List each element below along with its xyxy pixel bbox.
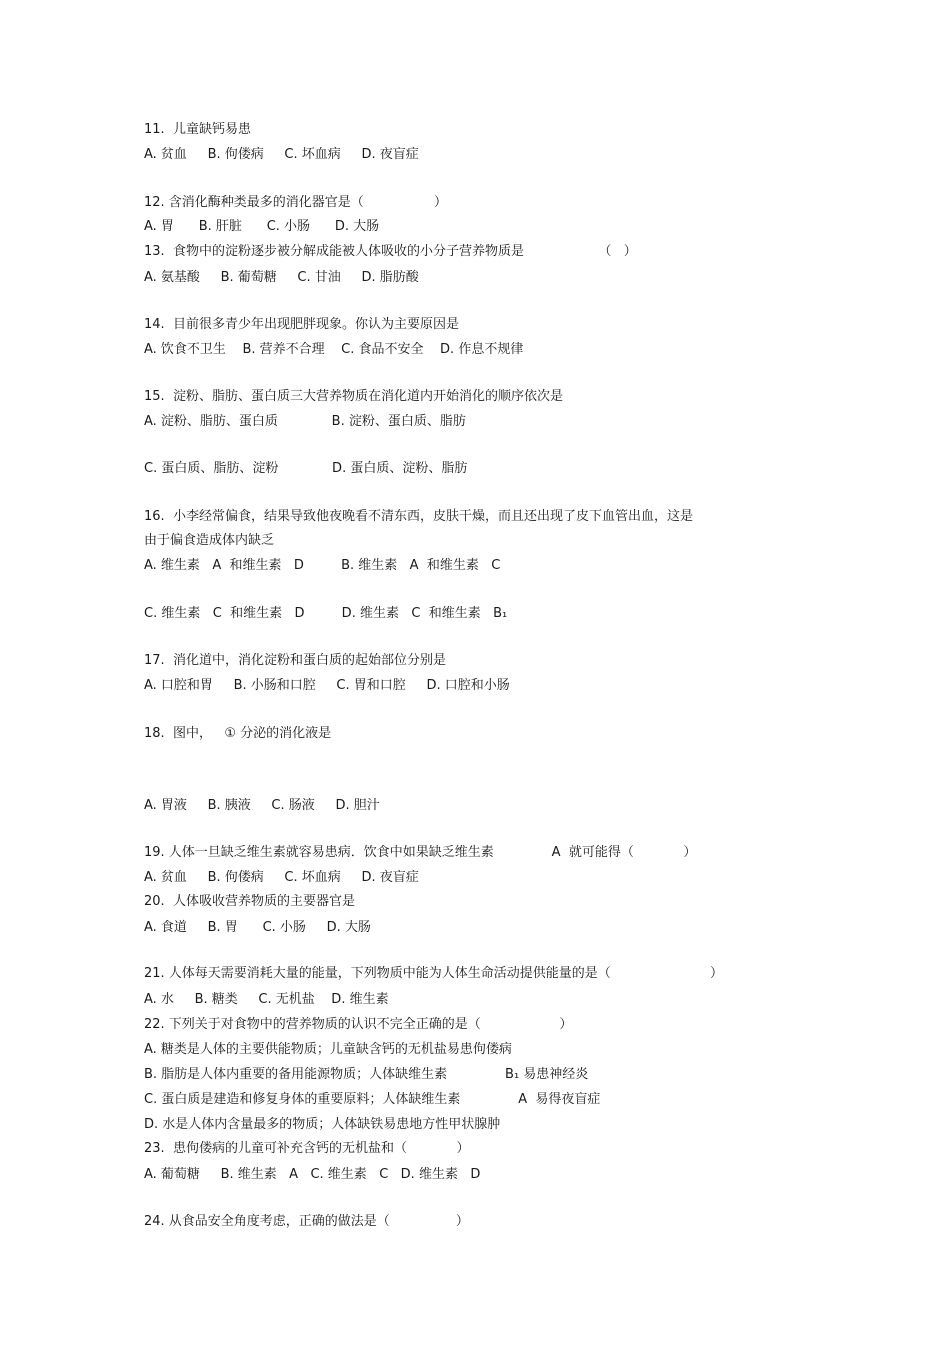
options-11: A. 贫血 B. 佝偻病 C. 坏血病 D. 夜盲症 — [144, 147, 419, 162]
option-22-d: D. 水是人体内含量最多的物质；人体缺铁易患地方性甲状腺肿 — [144, 1117, 501, 1132]
options-13: A. 氨基酸 B. 葡萄糖 C. 甘油 D. 脂肪酸 — [144, 270, 419, 285]
question-17: 17. 消化道中，消化淀粉和蛋白质的起始部位分别是 — [144, 653, 446, 668]
options-15-ab: A. 淀粉、脂肪、蛋白质 B. 淀粉、蛋白质、脂肪 — [144, 414, 466, 429]
options-21: A. 水 B. 糖类 C. 无机盐 D. 维生素 — [144, 992, 389, 1007]
options-17: A. 口腔和胃 B. 小肠和口腔 C. 胃和口腔 D. 口腔和小肠 — [144, 678, 510, 693]
options-23: A. 葡萄糖 B. 维生素 A C. 维生素 C D. 维生素 D — [144, 1167, 481, 1182]
options-15-cd: C. 蛋白质、脂肪、淀粉 D. 蛋白质、淀粉、脂肪 — [144, 461, 468, 476]
question-14: 14. 目前很多青少年出现肥胖现象。你认为主要原因是 — [144, 317, 459, 332]
question-21: 21. 人体每天需要消耗大量的能量，下列物质中能为人体生命活动提供能量的是（ ） — [144, 966, 723, 981]
options-20: A. 食道 B. 胃 C. 小肠 D. 大肠 — [144, 920, 371, 935]
option-22-b: B. 脂肪是人体内重要的备用能源物质；人体缺维生素 B₁ 易患神经炎 — [144, 1067, 589, 1082]
question-13: 13. 食物中的淀粉逐步被分解成能被人体吸收的小分子营养物质是 （ ） — [144, 244, 637, 259]
question-23: 23. 患佝偻病的儿童可补充含钙的无机盐和（ ） — [144, 1141, 470, 1156]
question-12: 12. 含消化酶种类最多的消化器官是（ ） — [144, 195, 448, 210]
question-18: 18. 图中， ① 分泌的消化液是 — [144, 726, 332, 741]
question-15: 15. 淀粉、脂肪、蛋白质三大营养物质在消化道内开始消化的顺序依次是 — [144, 389, 563, 404]
options-16-ab: A. 维生素 A 和维生素 D B. 维生素 A 和维生素 C — [144, 558, 501, 573]
options-16-cd: C. 维生素 C 和维生素 D D. 维生素 C 和维生素 B₁ — [144, 606, 508, 621]
question-16-cont: 由于偏食造成体内缺乏 — [144, 533, 275, 548]
question-11: 11. 儿童缺钙易患 — [144, 122, 251, 137]
options-14: A. 饮食不卫生 B. 营养不合理 C. 食品不安全 D. 作息不规律 — [144, 342, 524, 357]
question-16: 16. 小李经常偏食，结果导致他夜晚看不清东西，皮肤干燥，而且还出现了皮下血管出血，这是 — [144, 509, 693, 524]
options-19: A. 贫血 B. 佝偻病 C. 坏血病 D. 夜盲症 — [144, 870, 419, 885]
question-19: 19. 人体一旦缺乏维生素就容易患病．饮食中如果缺乏维生素 A 就可能得（ ） — [144, 845, 697, 860]
question-20: 20. 人体吸收营养物质的主要器官是 — [144, 894, 355, 909]
question-24: 24. 从食品安全角度考虑，正确的做法是（ ） — [144, 1214, 469, 1229]
options-18: A. 胃液 B. 胰液 C. 肠液 D. 胆汁 — [144, 798, 380, 813]
options-12: A. 胃 B. 肝脏 C. 小肠 D. 大肠 — [144, 219, 380, 234]
question-22: 22. 下列关于对食物中的营养物质的认识不完全正确的是（ ） — [144, 1017, 573, 1032]
option-22-c: C. 蛋白质是建造和修复身体的重要原料；人体缺维生素 A 易得夜盲症 — [144, 1092, 601, 1107]
option-22-a: A. 糖类是人体的主要供能物质；儿童缺含钙的无机盐易患佝偻病 — [144, 1042, 512, 1057]
